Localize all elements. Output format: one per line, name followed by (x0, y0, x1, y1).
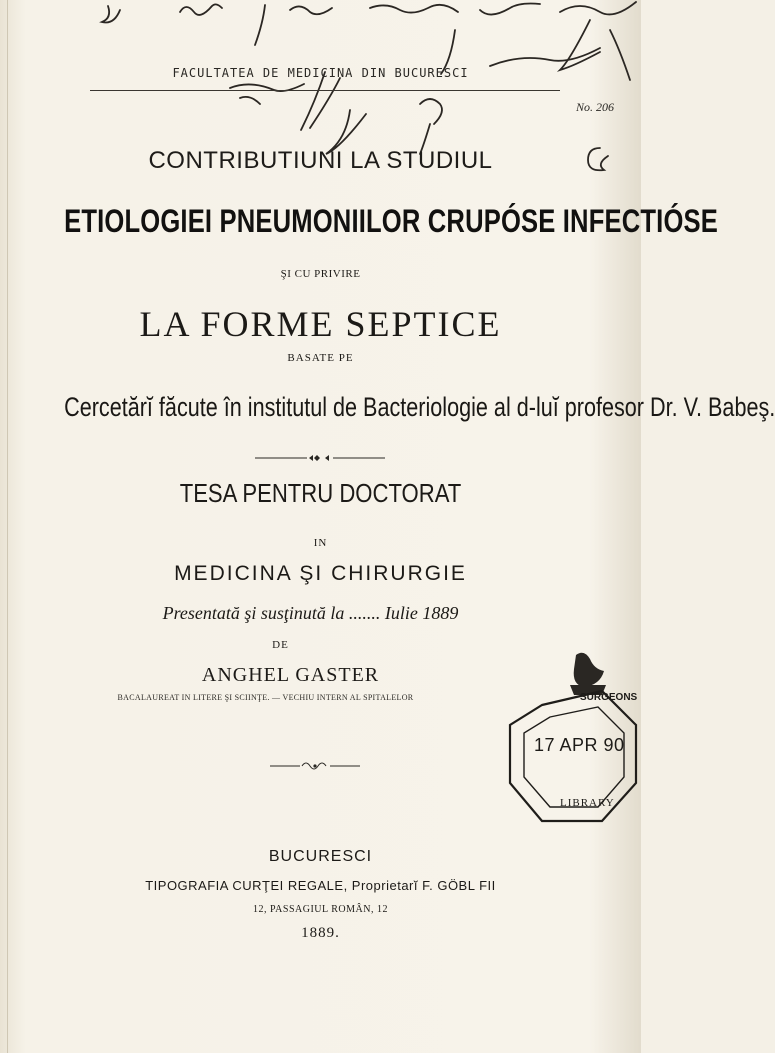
presentation-line: Presentată şi susţinută la ....... Iulie 1889 (162, 603, 459, 623)
in-word: IN (313, 537, 328, 549)
header-rule (90, 90, 560, 91)
subtitle: LA FORME SEPTICE (139, 304, 502, 344)
faculty-header: FACULTATEA DE MEDICINA DIN BUCURESCI (172, 66, 469, 80)
stamp-date: 17 APR 90 (534, 735, 625, 755)
research-line: Cercetărĭ făcute în institutul de Bacteriologie al d-luĭ profesor Dr. V. Babeş. (64, 392, 775, 422)
stamp-ring-text: SURGEONS (580, 692, 638, 703)
main-title: ETIOLOGIEI PNEUMONIILOR CRUPÓSE INFECTIÓSE (64, 203, 718, 239)
stamp-bottom-text: LIBRARY (560, 797, 615, 809)
by-word: DE (272, 639, 289, 651)
ornamental-divider (255, 453, 385, 463)
publisher-address: 12, PASSAGIUL ROMÂN, 12 (253, 904, 388, 915)
publisher-city: BUCURESCI (268, 848, 373, 865)
title-line-3: ŞI CU PRIVIRE (280, 268, 361, 280)
title-line-1: CONTRIBUTIUNI LA STUDIUL (148, 147, 493, 174)
author-credentials: BACALAUREAT IN LITERE ŞI SCIINŢE. — VECHIU INTERN AL SPITALELOR (117, 693, 414, 702)
publication-year: 1889. (301, 925, 340, 941)
author-name: ANGHEL GASTER (201, 664, 380, 686)
small-ornament (270, 759, 360, 773)
publisher-printer: TIPOGRAFIA CURŢEI REGALE, Proprietarĭ F. GÖBL FII (145, 878, 496, 893)
library-number: No. 206 (576, 100, 615, 114)
field-of-study: MEDICINA ŞI CHIRURGIE (174, 562, 467, 585)
thesis-heading: TESA PENTRU DOCTORAT (179, 478, 462, 508)
title-line-5: BASATE PE (287, 352, 354, 364)
